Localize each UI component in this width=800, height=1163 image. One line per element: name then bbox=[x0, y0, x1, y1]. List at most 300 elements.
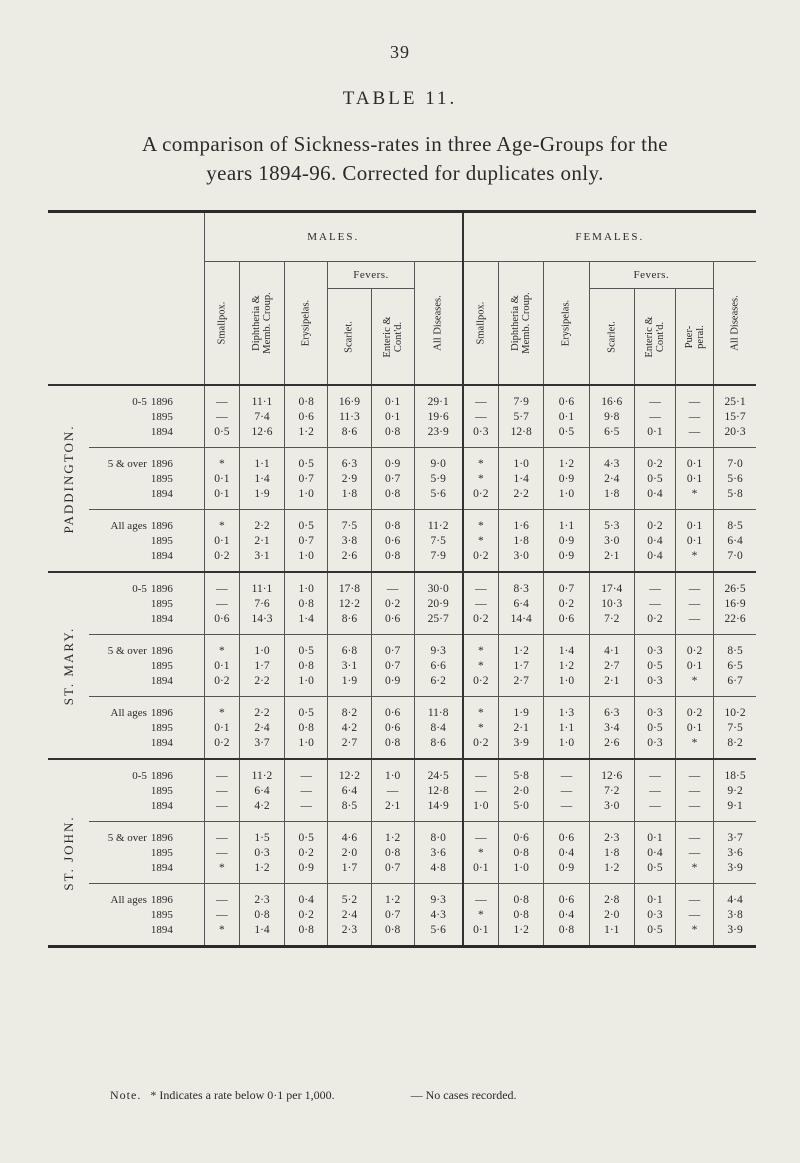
male-enteric-cell: 1·0 bbox=[371, 759, 414, 783]
female-puerperal-cell: 0·1 bbox=[676, 471, 714, 486]
male-all-diseases-cell: 9·3 bbox=[414, 635, 462, 659]
table-caption bbox=[60, 130, 750, 188]
male-all-diseases-cell: 19·6 bbox=[414, 409, 462, 424]
female-enteric-cell: — bbox=[634, 798, 675, 822]
female-erysipelas-cell: 1·3 bbox=[544, 697, 589, 721]
female-erysipelas-cell: 1·2 bbox=[544, 658, 589, 673]
female-enteric-cell: 0·4 bbox=[634, 533, 675, 548]
region-label: ST. JOHN. bbox=[48, 759, 89, 947]
male-diphtheria-cell: 1·7 bbox=[239, 658, 284, 673]
female-all-diseases-cell: 9·1 bbox=[714, 798, 756, 822]
age-group-label bbox=[89, 548, 151, 572]
male-scarlet-cell: 1·8 bbox=[328, 486, 371, 510]
female-diphtheria-cell: 2·2 bbox=[499, 486, 544, 510]
male-scarlet-cell: 8·2 bbox=[328, 697, 371, 721]
male-diphtheria-cell: 2·2 bbox=[239, 510, 284, 534]
male-all-diseases-cell: 8·4 bbox=[414, 720, 462, 735]
male-smallpox-cell: — bbox=[204, 596, 239, 611]
region-label: ST. MARY. bbox=[48, 572, 89, 759]
note-label: Note. bbox=[110, 1088, 142, 1102]
male-all-diseases-cell: 3·6 bbox=[414, 845, 462, 860]
female-puerperal-cell: 0·1 bbox=[676, 510, 714, 534]
table-note bbox=[110, 1088, 517, 1103]
female-erysipelas-cell: 1·1 bbox=[544, 720, 589, 735]
female-enteric-cell: — bbox=[634, 596, 675, 611]
male-scarlet-cell: 1·9 bbox=[328, 673, 371, 697]
page-number: 39 bbox=[390, 42, 410, 62]
year-label: 1894 bbox=[151, 486, 205, 510]
male-smallpox-cell: 0·5 bbox=[204, 424, 239, 448]
male-enteric-cell: 0·7 bbox=[371, 635, 414, 659]
male-diphtheria-cell: 7·4 bbox=[239, 409, 284, 424]
female-erysipelas-cell: 1·1 bbox=[544, 510, 589, 534]
male-diphtheria-cell: 2·1 bbox=[239, 533, 284, 548]
male-erysipelas-cell: 0·5 bbox=[285, 635, 328, 659]
female-erysipelas-cell: 1·0 bbox=[544, 735, 589, 759]
female-smallpox-cell: 0·2 bbox=[463, 611, 499, 635]
female-enteric-cell: 0·2 bbox=[634, 448, 675, 472]
female-all-diseases-cell: 3·6 bbox=[714, 845, 756, 860]
male-erysipelas-cell: — bbox=[285, 783, 328, 798]
female-scarlet-cell: 12·6 bbox=[589, 759, 634, 783]
male-all-diseases-cell: 6·6 bbox=[414, 658, 462, 673]
table-row bbox=[48, 409, 756, 424]
female-erysipelas-cell: 0·2 bbox=[544, 596, 589, 611]
female-enteric-cell: 0·4 bbox=[634, 845, 675, 860]
male-erysipelas-cell: 0·8 bbox=[285, 596, 328, 611]
male-erysipelas-cell: — bbox=[285, 798, 328, 822]
male-enteric-cell: 1·2 bbox=[371, 884, 414, 908]
age-group-label bbox=[89, 735, 151, 759]
male-all-diseases-cell: 11·2 bbox=[414, 510, 462, 534]
male-smallpox-cell: — bbox=[204, 385, 239, 409]
female-smallpox-cell: 0·3 bbox=[463, 424, 499, 448]
female-enteric-cell: 0·5 bbox=[634, 471, 675, 486]
female-scarlet-cell: 1·1 bbox=[589, 922, 634, 947]
male-enteric-cell: 0·6 bbox=[371, 697, 414, 721]
male-all-diseases-cell: 11·8 bbox=[414, 697, 462, 721]
year-label: 1895 bbox=[150, 846, 173, 859]
male-all-diseases-cell: 24·5 bbox=[414, 759, 462, 783]
male-smallpox-cell: * bbox=[204, 697, 239, 721]
male-diphtheria-cell: 11·1 bbox=[239, 385, 284, 409]
male-erysipelas-cell: 0·8 bbox=[285, 720, 328, 735]
male-diphtheria-cell: 1·1 bbox=[239, 448, 284, 472]
male-smallpox-cell: 0·2 bbox=[204, 548, 239, 572]
female-all-diseases-cell: 6·7 bbox=[714, 673, 756, 697]
male-all-diseases-cell: 4·8 bbox=[414, 860, 462, 884]
female-smallpox-cell: 1·0 bbox=[463, 798, 499, 822]
male-erysipelas-cell: 0·5 bbox=[285, 448, 328, 472]
year-label: 1895 bbox=[150, 908, 173, 921]
male-scarlet-cell: 16·9 bbox=[328, 385, 371, 409]
female-erysipelas-cell: 1·2 bbox=[544, 448, 589, 472]
female-puerperal-cell: * bbox=[676, 860, 714, 884]
header-m-diphtheria: Diphtheria & Memb. Croup. bbox=[239, 262, 284, 386]
male-diphtheria-cell: 2·3 bbox=[239, 884, 284, 908]
female-puerperal-cell: — bbox=[676, 798, 714, 822]
female-enteric-cell: 0·5 bbox=[634, 658, 675, 673]
table-body bbox=[48, 385, 756, 947]
header-m-erysipelas: Erysipelas. bbox=[285, 262, 328, 386]
male-all-diseases-cell: 29·1 bbox=[414, 385, 462, 409]
female-scarlet-cell: 4·3 bbox=[589, 448, 634, 472]
male-erysipelas-cell: 1·0 bbox=[285, 673, 328, 697]
region-label: PADDINGTON. bbox=[48, 385, 89, 572]
male-scarlet-cell: 12·2 bbox=[328, 759, 371, 783]
female-diphtheria-cell: 0·8 bbox=[499, 884, 544, 908]
male-enteric-cell: 0·9 bbox=[371, 448, 414, 472]
female-erysipelas-cell: 0·5 bbox=[544, 424, 589, 448]
female-puerperal-cell: — bbox=[676, 424, 714, 448]
header-f-erysipelas: Erysipelas. bbox=[544, 262, 589, 386]
year-label: 1896 bbox=[150, 706, 173, 719]
female-enteric-cell: 0·1 bbox=[634, 424, 675, 448]
male-smallpox-cell: — bbox=[204, 572, 239, 596]
age-group-label: All ages bbox=[110, 893, 147, 906]
female-smallpox-cell: — bbox=[463, 596, 499, 611]
female-scarlet-cell: 9·8 bbox=[589, 409, 634, 424]
female-diphtheria-cell: 1·9 bbox=[499, 697, 544, 721]
male-erysipelas-cell: 0·5 bbox=[285, 822, 328, 846]
female-diphtheria-cell: 0·8 bbox=[499, 845, 544, 860]
male-erysipelas-cell: 0·8 bbox=[285, 658, 328, 673]
female-scarlet-cell: 2·3 bbox=[589, 822, 634, 846]
female-scarlet-cell: 2·1 bbox=[589, 673, 634, 697]
table-header bbox=[48, 212, 756, 386]
female-smallpox-cell: * bbox=[463, 907, 499, 922]
female-smallpox-cell: * bbox=[463, 658, 499, 673]
header-m-smallpox: Smallpox. bbox=[204, 262, 239, 386]
male-all-diseases-cell: 8·0 bbox=[414, 822, 462, 846]
female-erysipelas-cell: 0·7 bbox=[544, 572, 589, 596]
female-puerperal-cell: 0·2 bbox=[676, 697, 714, 721]
female-puerperal-cell: 0·1 bbox=[676, 658, 714, 673]
year-label: 1895 bbox=[150, 410, 173, 423]
year-label: 1894 bbox=[151, 611, 205, 635]
year-label: 1896 bbox=[150, 582, 173, 595]
female-scarlet-cell: 10·3 bbox=[589, 596, 634, 611]
table-row bbox=[48, 845, 756, 860]
year-label: 1894 bbox=[151, 735, 205, 759]
male-diphtheria-cell: 1·0 bbox=[239, 635, 284, 659]
male-erysipelas-cell: 0·2 bbox=[285, 845, 328, 860]
male-scarlet-cell: 2·0 bbox=[328, 845, 371, 860]
male-enteric-cell: 0·8 bbox=[371, 424, 414, 448]
female-scarlet-cell: 7·2 bbox=[589, 611, 634, 635]
age-group-label bbox=[89, 673, 151, 697]
header-m-all-diseases: All Diseases. bbox=[414, 262, 462, 386]
female-erysipelas-cell: — bbox=[544, 759, 589, 783]
male-enteric-cell: 0·6 bbox=[371, 611, 414, 635]
female-diphtheria-cell: 1·2 bbox=[499, 922, 544, 947]
female-enteric-cell: 0·4 bbox=[634, 486, 675, 510]
male-enteric-cell: 0·8 bbox=[371, 922, 414, 947]
male-smallpox-cell: 0·1 bbox=[204, 533, 239, 548]
year-label: 1896 bbox=[150, 831, 173, 844]
male-smallpox-cell: 0·6 bbox=[204, 611, 239, 635]
table-title: TABLE 11. bbox=[342, 88, 458, 109]
male-scarlet-cell: 2·9 bbox=[328, 471, 371, 486]
female-puerperal-cell: 0·1 bbox=[676, 448, 714, 472]
header-f-enteric: Enteric & Cont'd. bbox=[634, 289, 675, 386]
header-m-enteric: Enteric & Cont'd. bbox=[371, 289, 414, 386]
sickness-rates-table bbox=[48, 210, 756, 948]
male-enteric-cell: 0·9 bbox=[371, 673, 414, 697]
female-enteric-cell: 0·3 bbox=[634, 735, 675, 759]
male-enteric-cell: 0·7 bbox=[371, 471, 414, 486]
female-enteric-cell: 0·2 bbox=[634, 611, 675, 635]
age-group-label bbox=[89, 533, 151, 548]
table-row bbox=[48, 548, 756, 572]
table-row bbox=[48, 673, 756, 697]
male-all-diseases-cell: 20·9 bbox=[414, 596, 462, 611]
table-row bbox=[48, 533, 756, 548]
note-asterisk: * Indicates a rate below 0·1 per 1,000. bbox=[150, 1088, 335, 1102]
female-all-diseases-cell: 15·7 bbox=[714, 409, 756, 424]
female-erysipelas-cell: 0·6 bbox=[544, 884, 589, 908]
year-label: 1894 bbox=[151, 860, 205, 884]
female-erysipelas-cell: 1·0 bbox=[544, 486, 589, 510]
age-group-label bbox=[89, 845, 151, 860]
male-smallpox-cell: * bbox=[204, 510, 239, 534]
female-erysipelas-cell: 1·0 bbox=[544, 673, 589, 697]
year-label: 1896 bbox=[150, 769, 173, 782]
female-erysipelas-cell: 0·6 bbox=[544, 385, 589, 409]
female-erysipelas-cell: 0·6 bbox=[544, 822, 589, 846]
male-diphtheria-cell: 0·3 bbox=[239, 845, 284, 860]
table-row bbox=[48, 510, 756, 534]
table-row bbox=[48, 658, 756, 673]
female-diphtheria-cell: 6·4 bbox=[499, 596, 544, 611]
female-enteric-cell: — bbox=[634, 783, 675, 798]
female-diphtheria-cell: 3·9 bbox=[499, 735, 544, 759]
female-puerperal-cell: * bbox=[676, 673, 714, 697]
female-enteric-cell: 0·4 bbox=[634, 548, 675, 572]
age-group-label: All ages bbox=[110, 519, 147, 532]
header-f-fevers: Fevers. bbox=[589, 262, 713, 289]
female-puerperal-cell: — bbox=[676, 572, 714, 596]
female-erysipelas-cell: 0·9 bbox=[544, 548, 589, 572]
female-scarlet-cell: 1·8 bbox=[589, 845, 634, 860]
female-scarlet-cell: 3·0 bbox=[589, 798, 634, 822]
table-row bbox=[48, 922, 756, 947]
male-erysipelas-cell: 0·2 bbox=[285, 907, 328, 922]
female-smallpox-cell: — bbox=[463, 409, 499, 424]
male-smallpox-cell: — bbox=[204, 409, 239, 424]
header-m-fevers: Fevers. bbox=[328, 262, 414, 289]
male-diphtheria-cell: 7·6 bbox=[239, 596, 284, 611]
year-label: 1895 bbox=[150, 784, 173, 797]
male-all-diseases-cell: 5·9 bbox=[414, 471, 462, 486]
female-enteric-cell: 0·5 bbox=[634, 720, 675, 735]
male-all-diseases-cell: 4·3 bbox=[414, 907, 462, 922]
year-label: 1894 bbox=[151, 798, 205, 822]
male-all-diseases-cell: 7·9 bbox=[414, 548, 462, 572]
male-smallpox-cell: 0·1 bbox=[204, 658, 239, 673]
male-all-diseases-cell: 5·6 bbox=[414, 486, 462, 510]
female-puerperal-cell: 0·1 bbox=[676, 720, 714, 735]
header-f-all-diseases: All Diseases. bbox=[714, 262, 756, 386]
female-all-diseases-cell: 22·6 bbox=[714, 611, 756, 635]
female-all-diseases-cell: 8·2 bbox=[714, 735, 756, 759]
male-scarlet-cell: 8·6 bbox=[328, 611, 371, 635]
male-smallpox-cell: — bbox=[204, 822, 239, 846]
male-enteric-cell: 0·7 bbox=[371, 860, 414, 884]
male-erysipelas-cell: 1·4 bbox=[285, 611, 328, 635]
female-smallpox-cell: 0·1 bbox=[463, 860, 499, 884]
header-f-puerperal: Puer- peral. bbox=[676, 289, 714, 386]
female-smallpox-cell: — bbox=[463, 822, 499, 846]
female-puerperal-cell: 0·2 bbox=[676, 635, 714, 659]
female-puerperal-cell: — bbox=[676, 611, 714, 635]
male-scarlet-cell: 3·1 bbox=[328, 658, 371, 673]
male-enteric-cell: 0·1 bbox=[371, 409, 414, 424]
male-scarlet-cell: 6·8 bbox=[328, 635, 371, 659]
table-row bbox=[48, 448, 756, 472]
male-diphtheria-cell: 12·6 bbox=[239, 424, 284, 448]
female-enteric-cell: 0·5 bbox=[634, 922, 675, 947]
female-scarlet-cell: 16·6 bbox=[589, 385, 634, 409]
header-females: FEMALES. bbox=[463, 212, 756, 262]
table-row bbox=[48, 822, 756, 846]
male-scarlet-cell: 17·8 bbox=[328, 572, 371, 596]
female-diphtheria-cell: 3·0 bbox=[499, 548, 544, 572]
male-enteric-cell: 0·8 bbox=[371, 845, 414, 860]
female-diphtheria-cell: 1·0 bbox=[499, 448, 544, 472]
female-all-diseases-cell: 5·6 bbox=[714, 471, 756, 486]
female-all-diseases-cell: 7·5 bbox=[714, 720, 756, 735]
note-dash: — No cases recorded. bbox=[410, 1088, 517, 1102]
caption-line-2: years 1894-96. Corrected for duplicates only. bbox=[206, 161, 604, 185]
female-diphtheria-cell: 0·6 bbox=[499, 822, 544, 846]
male-erysipelas-cell: 0·5 bbox=[285, 697, 328, 721]
male-all-diseases-cell: 6·2 bbox=[414, 673, 462, 697]
age-group-label bbox=[89, 658, 151, 673]
table-row bbox=[48, 611, 756, 635]
male-all-diseases-cell: 25·7 bbox=[414, 611, 462, 635]
female-smallpox-cell: 0·2 bbox=[463, 735, 499, 759]
female-puerperal-cell: — bbox=[676, 845, 714, 860]
female-puerperal-cell: — bbox=[676, 759, 714, 783]
male-diphtheria-cell: 1·2 bbox=[239, 860, 284, 884]
table-row bbox=[48, 572, 756, 596]
female-all-diseases-cell: 16·9 bbox=[714, 596, 756, 611]
male-smallpox-cell: * bbox=[204, 922, 239, 947]
age-group-label: 5 & over bbox=[107, 457, 147, 470]
male-diphtheria-cell: 14·3 bbox=[239, 611, 284, 635]
female-erysipelas-cell: 0·9 bbox=[544, 860, 589, 884]
female-enteric-cell: 0·3 bbox=[634, 697, 675, 721]
year-label: 1894 bbox=[151, 673, 205, 697]
female-puerperal-cell: 0·1 bbox=[676, 533, 714, 548]
female-smallpox-cell: — bbox=[463, 385, 499, 409]
male-diphtheria-cell: 2·2 bbox=[239, 673, 284, 697]
table-row bbox=[48, 907, 756, 922]
male-erysipelas-cell: 0·8 bbox=[285, 922, 328, 947]
female-scarlet-cell: 3·0 bbox=[589, 533, 634, 548]
male-enteric-cell: — bbox=[371, 783, 414, 798]
female-smallpox-cell: 0·2 bbox=[463, 548, 499, 572]
male-diphtheria-cell: 11·1 bbox=[239, 572, 284, 596]
table-row bbox=[48, 860, 756, 884]
female-smallpox-cell: * bbox=[463, 635, 499, 659]
female-erysipelas-cell: — bbox=[544, 783, 589, 798]
male-diphtheria-cell: 3·1 bbox=[239, 548, 284, 572]
male-smallpox-cell: * bbox=[204, 635, 239, 659]
female-smallpox-cell: * bbox=[463, 471, 499, 486]
year-label: 1896 bbox=[150, 519, 173, 532]
header-f-diphtheria: Diphtheria & Memb. Croup. bbox=[499, 262, 544, 386]
female-puerperal-cell: — bbox=[676, 783, 714, 798]
female-smallpox-cell: * bbox=[463, 720, 499, 735]
female-enteric-cell: — bbox=[634, 759, 675, 783]
header-f-scarlet: Scarlet. bbox=[589, 289, 634, 386]
male-erysipelas-cell: 1·2 bbox=[285, 424, 328, 448]
table-row bbox=[48, 486, 756, 510]
female-diphtheria-cell: 2·1 bbox=[499, 720, 544, 735]
table-row bbox=[48, 783, 756, 798]
male-diphtheria-cell: 0·8 bbox=[239, 907, 284, 922]
female-diphtheria-cell: 5·7 bbox=[499, 409, 544, 424]
female-scarlet-cell: 4·1 bbox=[589, 635, 634, 659]
female-diphtheria-cell: 1·8 bbox=[499, 533, 544, 548]
female-all-diseases-cell: 4·4 bbox=[714, 884, 756, 908]
female-all-diseases-cell: 20·3 bbox=[714, 424, 756, 448]
male-smallpox-cell: — bbox=[204, 783, 239, 798]
female-all-diseases-cell: 8·5 bbox=[714, 510, 756, 534]
year-label: 1896 bbox=[150, 457, 173, 470]
male-enteric-cell: 0·2 bbox=[371, 596, 414, 611]
female-all-diseases-cell: 26·5 bbox=[714, 572, 756, 596]
female-enteric-cell: 0·3 bbox=[634, 673, 675, 697]
age-group-label: All ages bbox=[110, 706, 147, 719]
age-group-label bbox=[89, 860, 151, 884]
header-blank bbox=[48, 212, 204, 386]
female-erysipelas-cell: 0·8 bbox=[544, 922, 589, 947]
male-all-diseases-cell: 5·6 bbox=[414, 922, 462, 947]
female-smallpox-cell: 0·1 bbox=[463, 922, 499, 947]
female-puerperal-cell: * bbox=[676, 486, 714, 510]
caption-line-1: A comparison of Sickness-rates in three Age-Groups for the bbox=[142, 132, 668, 156]
table-row bbox=[48, 385, 756, 409]
female-smallpox-cell: * bbox=[463, 448, 499, 472]
table-row bbox=[48, 720, 756, 735]
year-label: 1896 bbox=[150, 644, 173, 657]
year-label: 1896 bbox=[150, 395, 173, 408]
male-diphtheria-cell: 2·2 bbox=[239, 697, 284, 721]
male-enteric-cell: 0·6 bbox=[371, 720, 414, 735]
year-label: 1894 bbox=[151, 922, 205, 947]
age-group-label bbox=[89, 907, 151, 922]
female-puerperal-cell: — bbox=[676, 884, 714, 908]
male-scarlet-cell: 4·2 bbox=[328, 720, 371, 735]
age-group-label bbox=[89, 611, 151, 635]
male-enteric-cell: 0·8 bbox=[371, 486, 414, 510]
female-enteric-cell: 0·3 bbox=[634, 907, 675, 922]
male-erysipelas-cell: 1·0 bbox=[285, 735, 328, 759]
female-smallpox-cell: 0·2 bbox=[463, 673, 499, 697]
header-males: MALES. bbox=[204, 212, 462, 262]
male-erysipelas-cell: 1·0 bbox=[285, 548, 328, 572]
male-scarlet-cell: 2·3 bbox=[328, 922, 371, 947]
female-puerperal-cell: — bbox=[676, 409, 714, 424]
female-all-diseases-cell: 9·2 bbox=[714, 783, 756, 798]
year-label: 1895 bbox=[150, 597, 173, 610]
female-all-diseases-cell: 7·0 bbox=[714, 448, 756, 472]
female-enteric-cell: 0·2 bbox=[634, 510, 675, 534]
age-group-label bbox=[89, 596, 151, 611]
